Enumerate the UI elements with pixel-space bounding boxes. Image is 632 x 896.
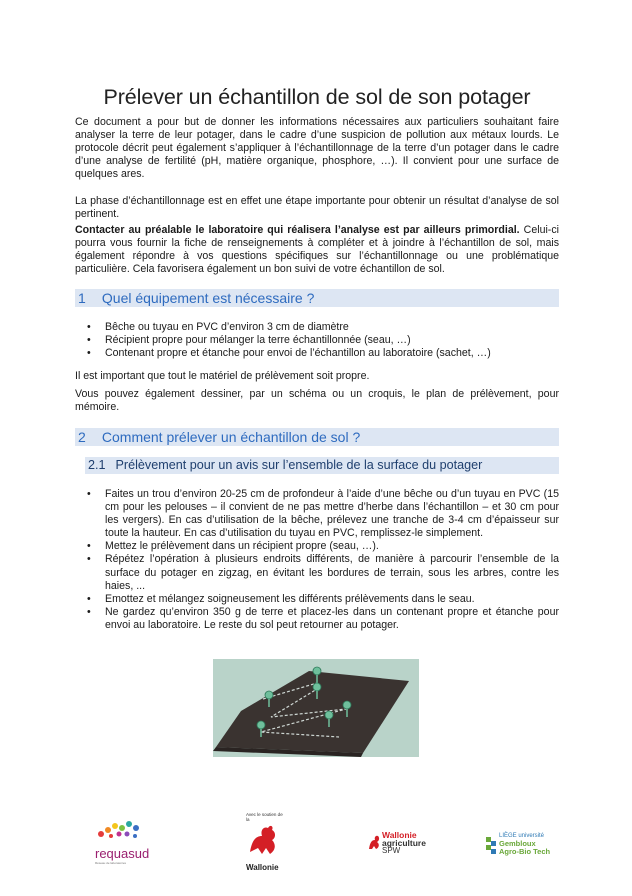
list-item xyxy=(87,347,525,360)
section-1-paragraph-1: Il est important que tout le matériel de prélèvement soit propre. xyxy=(75,370,370,382)
list-item xyxy=(87,488,559,540)
section-2-title: Comment prélever un échantillon de sol ? xyxy=(101,429,361,445)
section-1-title: Quel équipement est nécessaire ? xyxy=(101,290,315,306)
sampling-diagram-illustration xyxy=(213,659,419,757)
list-item-text: Contenant propre et étanche pour envoi de l’échantillon au laboratoire (sachet, …) xyxy=(105,347,491,360)
section-1-paragraph-2: Vous pouvez également dessiner, par un schéma ou un croquis, le plan de prélèvement, pour mémoire. xyxy=(75,388,559,414)
list-item xyxy=(87,553,559,592)
equipment-list xyxy=(87,321,525,360)
list-item xyxy=(87,321,525,334)
gembloux-line-3: Agro-Bio Tech xyxy=(499,847,551,856)
gembloux-logo xyxy=(485,833,565,863)
requasud-logo xyxy=(95,818,175,878)
intro-paragraph-1: Ce document a pour but de donner les informations nécessaires aux particuliers souhaitant faire analyser la terre de leur potager, dans le cadre d’une suspicion de pollution aux métaux lourds. Le protocole décrit peut également s’appliquer à l’échantillonnage de la terre d’un potager dans le cadre d’une analyse de fertilité (pH, matière organique, phosphore, …). Il convient pour une surface de quelques ares. xyxy=(75,116,559,181)
list-item-text: Récipient propre pour mélanger la terre échantillonnée (seau, …) xyxy=(105,334,411,347)
bullet-icon: • xyxy=(87,321,91,333)
subsection-2-1-number: 2.1 xyxy=(88,458,106,472)
intro-paragraph-3 xyxy=(75,224,559,276)
gembloux-leaf-icon xyxy=(485,835,497,855)
list-item-text: Bêche ou tuyau en PVC d’environ 3 cm de diamètre xyxy=(105,321,349,333)
bullet-icon: • xyxy=(87,605,91,618)
wallonie-agriculture-spw-logo xyxy=(367,831,437,861)
gembloux-line-2: Gembloux xyxy=(499,839,536,848)
sampling-steps-list xyxy=(87,488,559,632)
bullet-icon: • xyxy=(87,553,91,566)
walloon-rooster-icon xyxy=(246,822,280,858)
section-2-heading xyxy=(75,428,559,446)
list-item-text: Mettez le prélèvement dans un récipient propre (seau, …). xyxy=(105,540,379,553)
subsection-2-1-title: Prélèvement pour un avis sur l’ensemble de la surface du potager xyxy=(115,458,483,472)
list-item xyxy=(87,592,559,606)
page-title: Prélever un échantillon de sol de son potager xyxy=(103,85,531,109)
list-item xyxy=(87,605,559,632)
requasud-wordmark: requasud xyxy=(95,846,150,861)
list-item xyxy=(87,334,525,347)
bullet-icon: • xyxy=(87,488,91,500)
intro-paragraph-3-rest: Celui-ci pourra vous fournir la fiche de renseignements à compléter et à joindre à l’échantillon de sol, mais également répondre à vos questions spécifiques sur l’échantillonnage ou une problématique particulière. Cela favorisera également un bon suivi de votre échantillon de sol. xyxy=(75,224,559,276)
bullet-icon: • xyxy=(87,592,91,605)
bullet-icon: • xyxy=(87,347,91,360)
requasud-dots-icon xyxy=(95,818,147,842)
requasud-subtitle: Réseau de laboratoires xyxy=(95,861,127,865)
wallonie-support-text: Avec le soutien de la xyxy=(246,812,283,822)
spw-line-3: SPW xyxy=(382,846,401,855)
gembloux-line-1: LIÈGE université xyxy=(499,833,545,839)
spw-line-1: Wallonie xyxy=(382,830,417,840)
section-1-heading xyxy=(75,289,559,307)
bullet-icon: • xyxy=(87,334,91,347)
wallonie-logo xyxy=(246,812,306,878)
intro-paragraph-3-bold: Contacter au préalable le laboratoire qui réalisera l’analyse est par ailleurs primordial. xyxy=(75,224,520,236)
subsection-2-1-heading xyxy=(85,457,559,474)
spw-rooster-icon xyxy=(367,833,381,851)
list-item-text: Faites un trou d’environ 20-25 cm de profondeur à l’aide d’une bêche ou d’un tuyau en PVC (15 cm pour les pelouses – il convient de ne pas mettre d’herbe dans l’échantillon – et 30 cm pour les vergers). En cas d’utilisation de la bêche, prélevez une tranche de 3-4 cm d’épaisseur sur toute la hauteur. En cas d’utilisation du tuyau en PVC, remplissez-le simplement. xyxy=(105,488,559,540)
bullet-icon: • xyxy=(87,540,91,553)
list-item xyxy=(87,540,559,553)
section-2-number: 2 xyxy=(78,429,86,445)
wallonie-wordmark: Wallonie xyxy=(246,863,279,872)
list-item-text: Emottez et mélangez soigneusement les différents prélèvements dans le seau. xyxy=(105,592,475,605)
section-1-number: 1 xyxy=(78,290,86,306)
spw-line-2: agriculture xyxy=(382,838,426,848)
list-item-text: Ne gardez qu’environ 350 g de terre et placez-les dans un contenant propre et étanche pour envoi au laboratoire. Le reste du sol peut retourner au potager. xyxy=(105,605,559,631)
list-item-text: Répétez l’opération à plusieurs endroits différents, de manière à parcourir l’ensemble de la surface du potager en zigzag, en évitant les bordures de terrain, sous les arbres, contre les haies, ... xyxy=(105,553,559,592)
intro-paragraph-2: La phase d’échantillonnage est en effet une étape importante pour obtenir un résultat d’analyse de sol pertinent. xyxy=(75,195,559,221)
